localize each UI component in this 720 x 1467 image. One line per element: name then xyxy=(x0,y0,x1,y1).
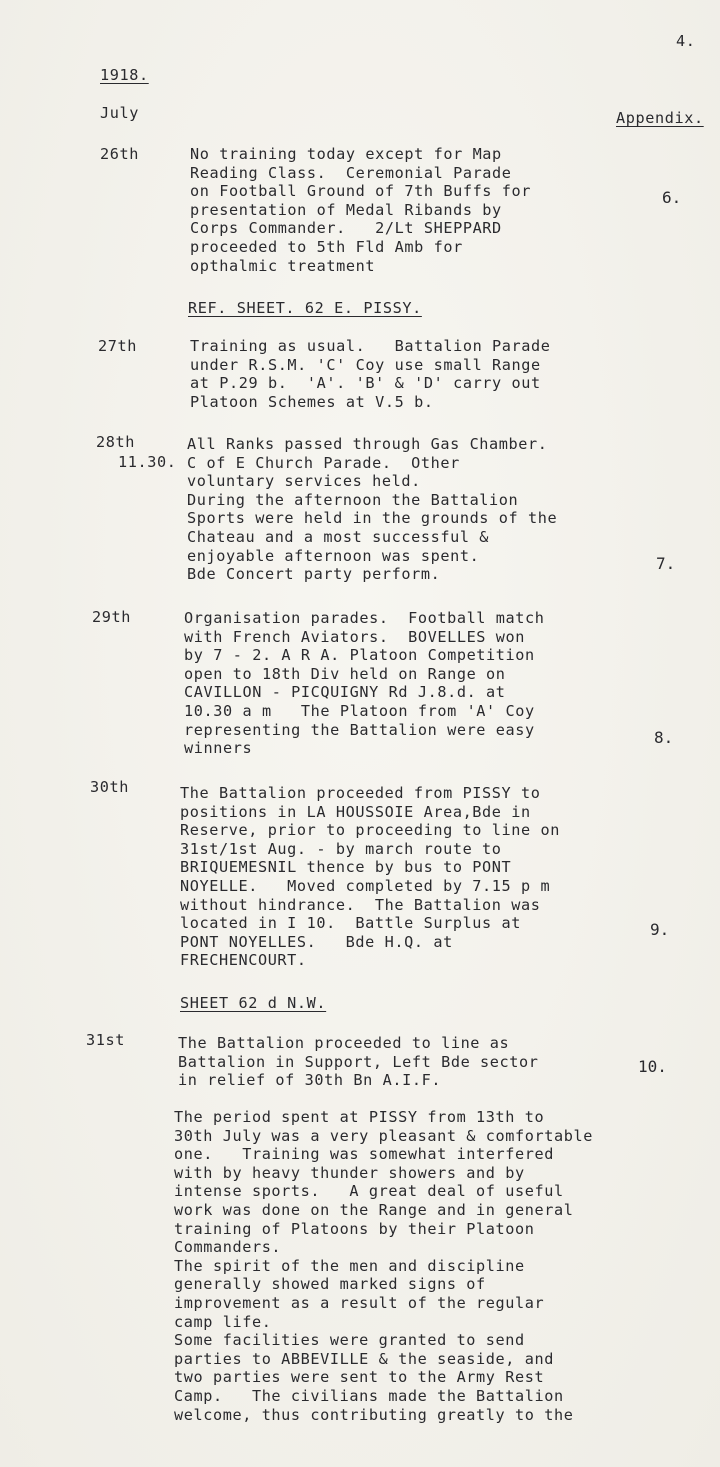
appendix-ref: 9. xyxy=(650,920,670,939)
entry-date: 28th xyxy=(96,433,135,451)
entry-time: 11.30. xyxy=(118,453,177,471)
appendix-ref: 10. xyxy=(638,1057,667,1076)
entry-date: 29th xyxy=(92,608,131,626)
entry-date: 27th xyxy=(98,337,137,355)
month-heading: July xyxy=(100,104,139,122)
entry-date: 26th xyxy=(100,145,139,163)
appendix-ref: 6. xyxy=(662,188,682,207)
appendix-ref: 7. xyxy=(656,554,676,573)
appendix-ref: 8. xyxy=(654,728,674,747)
map-sheet-heading: REF. SHEET. 62 E. PISSY. xyxy=(188,299,422,317)
appendix-column-heading: Appendix. xyxy=(616,109,704,127)
entry-date: 31st xyxy=(86,1031,125,1049)
map-sheet-heading: SHEET 62 d N.W. xyxy=(180,994,327,1012)
war-diary-page: 4. 1918. July Appendix. 26th No training today except for Map Reading Class. Ceremonial Parade on Football Ground of 7th Buffs for presentation of Medal Ribands by Corps Commander. 2/Lt SHEPPARD proceeded to 5th Fld Amb for opthalmic treatment 6. REF. SHEET. 62 E. PISSY. 27th Training as usual. Battalion Parade under R.S.M. 'C' Coy use small Range at P.29 b. 'A'. 'B' & 'D' carry out Platoon Schemes at V.5 b. 28th 11.30. All Ranks passed through Gas Chamber. C of E Church Parade. Other voluntary services held. During the afternoon the Battalion Sports were held in the grounds of the Chateau and a most successful & enjoyable afternoon was spent. Bde Concert party perform. 7. 29th Organisation parades. Football match with French Aviators. BOVELLES won by 7 - 2. A R A. Platoon Competition open to 18th Div held on Range on CAVILLON - PICQUIGNY Rd J.8.d. at 10.30 a m The Platoon from 'A' Coy representing the Battalion were easy winners 8. 30th The Battalion proceeded from PISSY to positions in LA HOUSSOIE Area,Bde in Reserve, prior to proceeding to line on 31st/1st Aug. - by march route to BRIQUEMESNIL thence by bus to PONT NOYELLE. Moved completed by 7.15 p m without hindrance. The Battalion was located in I 10. Battle Surplus at PONT NOYELLES. Bde H.Q. at FRECHENCOURT. 9. SHEET 62 d N.W. 31st The Battalion proceeded to line as Battalion in Support, Left Bde sector in relief of 30th Bn A.I.F. 10. The period spent at PISSY from 13th to 30th July was a very pleasant & comfortable one. Training was somewhat interfered with by heavy thunder showers and by intense sports. A great deal of useful work was done on the Range and in general training of Platoons by their Platoon Commanders. The spirit of the men and discipline generally showed marked signs of improvement as a result of the regular camp life. Some facilities were granted to send parties to ABBEVILLE & the seaside, and two parties were sent to the Army Rest Camp. The civilians made the Battalion welcome, thus contributing greatly to the xyxy=(0,0,720,1467)
year-heading: 1918. xyxy=(100,66,149,84)
entry-date: 30th xyxy=(90,778,129,796)
page-number: 4. xyxy=(676,32,696,50)
